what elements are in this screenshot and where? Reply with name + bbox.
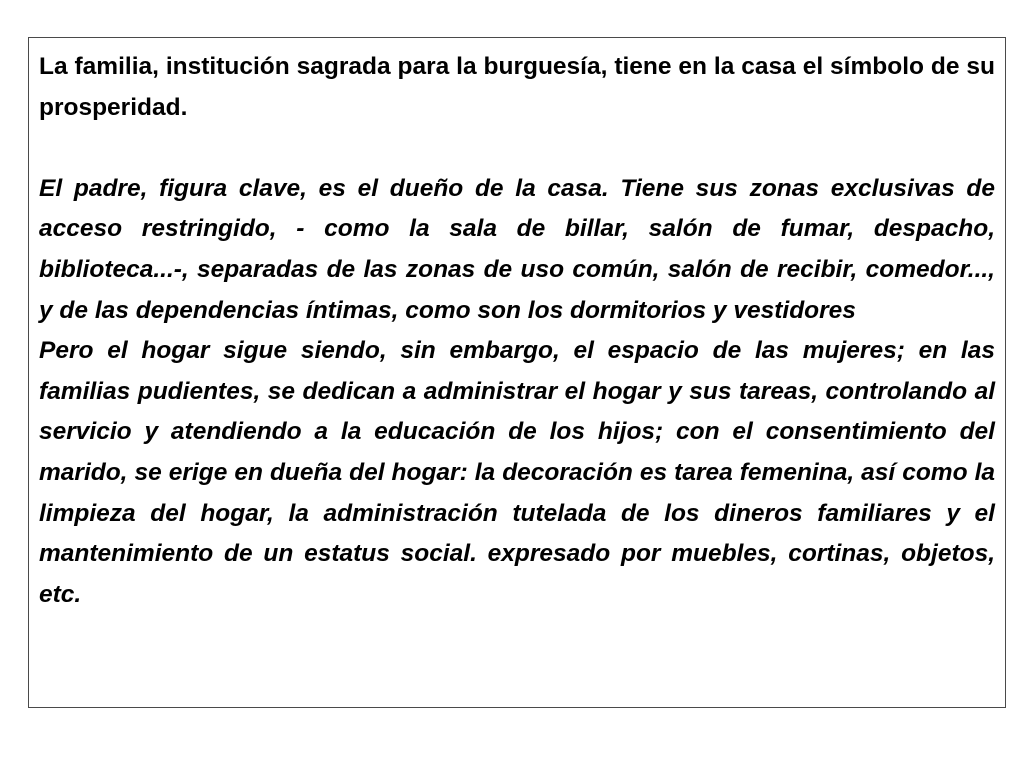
father-paragraph: El padre, figura clave, es el dueño de la casa. Tiene sus zonas exclusivas de acceso restringido, - como la sala de billar, salón de fumar, despacho, biblioteca...-, separadas de las zonas de uso común, salón de recibir, comedor..., y de las dependencias íntimas, como son los dormitorios y vestidores [39,174,995,324]
text-box [28,37,1006,708]
women-paragraph: Pero el hogar sigue siendo, sin embargo, el espacio de las mujeres; en las familias pudientes, se dedican a administrar el hogar y sus tareas, controlando al servicio y atendiendo a la educación de los hijos; con el consentimiento del marido, se erige en dueña del hogar: la decoración es tarea femenina, así como la limpieza del hogar, la administración tutelada de los dineros familiares y el mantenimiento de un estatus social. expresado por muebles, cortinas, objetos, etc. [39,337,995,608]
intro-paragraph: La familia, institución sagrada para la burguesía, tiene en la casa el símbolo de su prosperidad. [39,53,995,121]
